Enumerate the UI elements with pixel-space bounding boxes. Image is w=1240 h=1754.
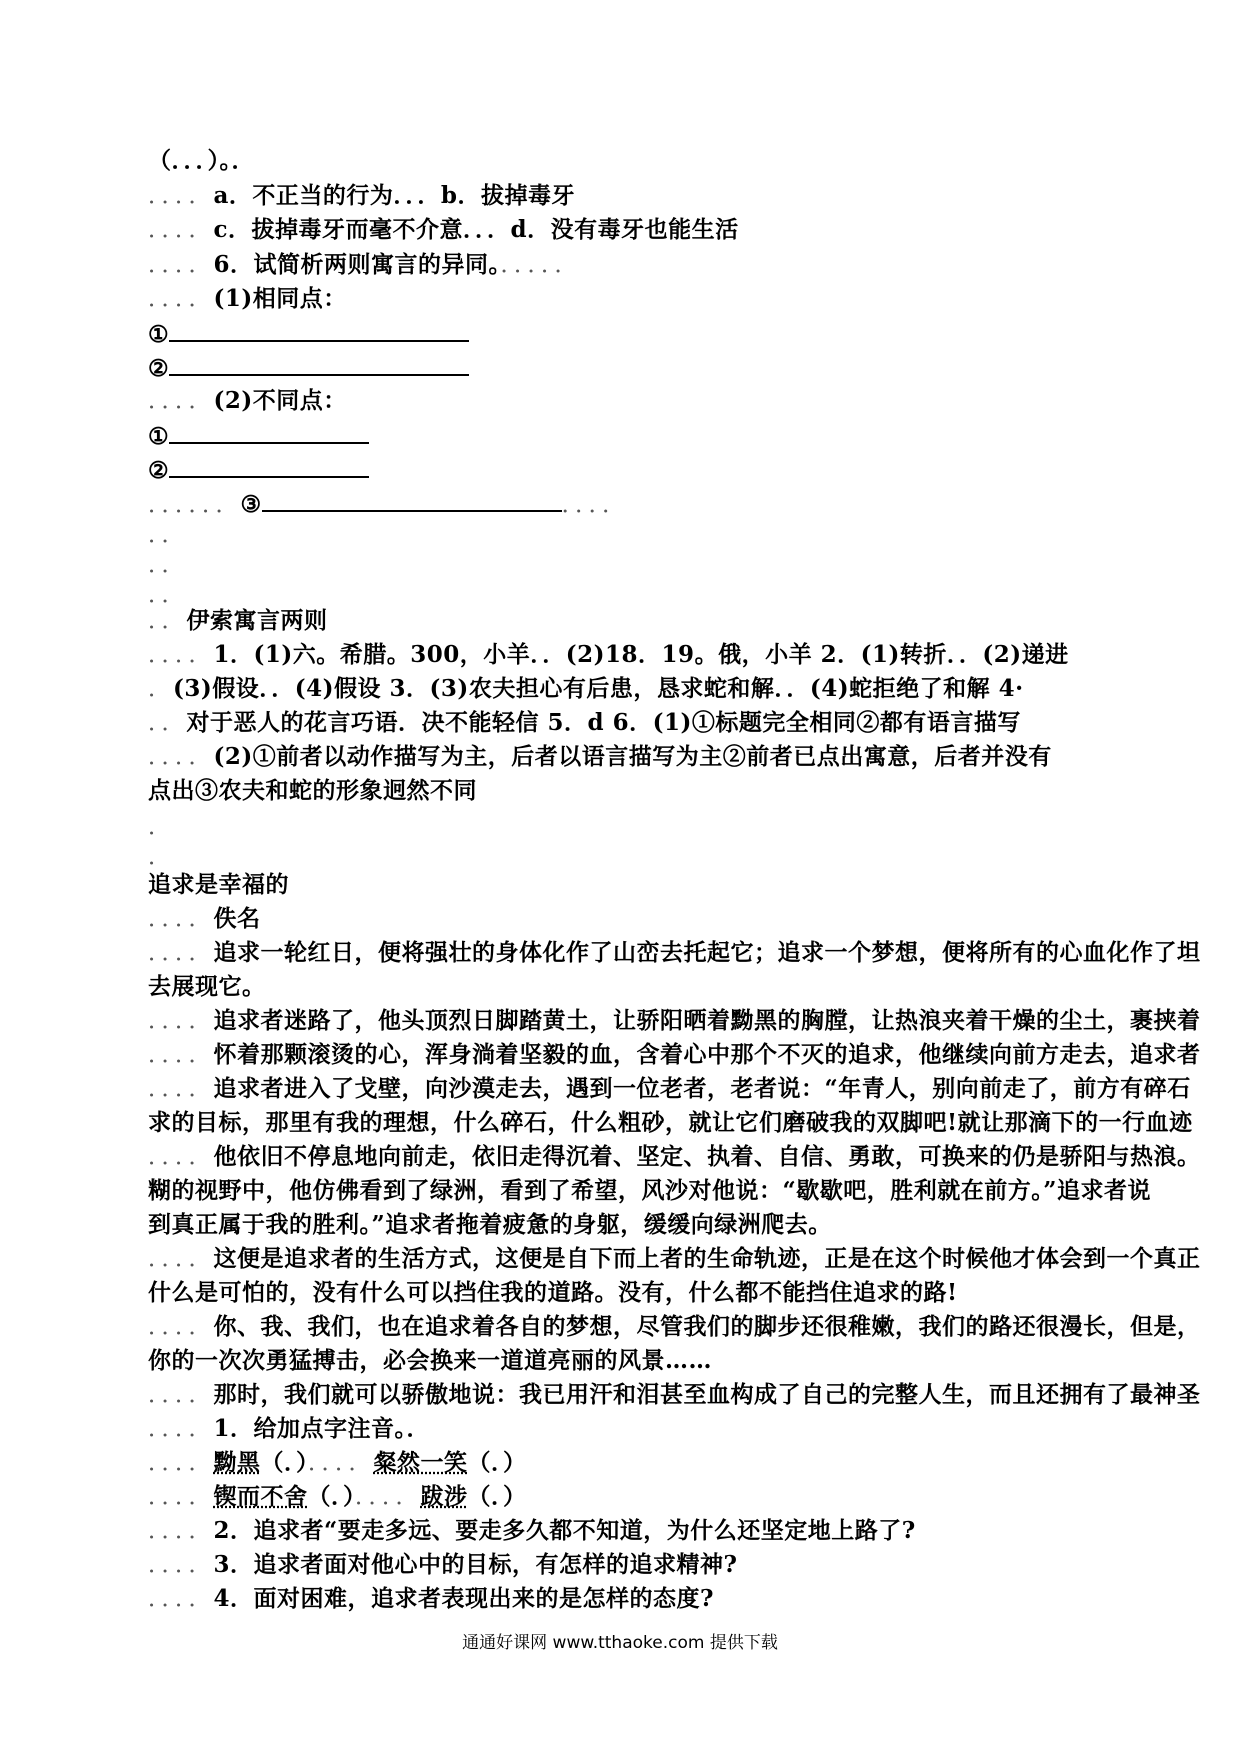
essay-line: 去展现它。: [148, 973, 266, 1000]
essay-line: ．．．．你、我、我们，也在追求着各自的梦想，尽管我们的脚步还很稚嫩，我们的路还很漫长，但是，: [148, 1313, 1201, 1340]
essay-title: 追求是幸福的: [148, 871, 289, 898]
answer-line-1: ．．．．1．(1)六。希腊。300，小羊．．(2)18．19。俄，小羊 2．(1)转折．．(2)递进: [148, 641, 1069, 668]
answer-line-3: ．．对于恶人的花言巧语．决不能轻信 5．d 6．(1)①标题完全相同②都有语言描写: [148, 709, 1021, 736]
spacer-dots: ．: [148, 814, 173, 840]
spacer-dots: ．．: [148, 522, 187, 548]
pinyin-blank[interactable]: （．）: [467, 1449, 527, 1476]
answer-line-5: 点出③农夫和蛇的形象迥然不同: [148, 777, 477, 804]
essay-author: ．．．．佚名: [148, 905, 261, 932]
essay-line: ．．．．追求者迷路了，他头顶烈日脚踏黄土，让骄阳晒着黝黑的胸膛，让热浪夹着干燥的尘土，裹挟着: [148, 1007, 1201, 1034]
choice-line-ab: ．．．．a．不正当的行为．．．b．拔掉毒牙: [148, 182, 575, 209]
question-1-items-a: ．．．．黝黑（．）．．．．粲然一笑（．）: [148, 1449, 527, 1476]
difference-blank-2: ②: [148, 454, 369, 486]
pinyin-blank[interactable]: （．）: [467, 1483, 527, 1510]
answer-blank[interactable]: [169, 318, 469, 342]
pinyin-blank[interactable]: （．）: [260, 1449, 308, 1476]
essay-line: 求的目标，那里有我的理想，什么碎石，什么粗砂，就让它们磨破我的双脚吧!就让那滴下的一行血迹: [148, 1109, 1193, 1136]
answer-blank[interactable]: [262, 488, 562, 512]
question-1: ．．．．1．给加点字注音。．: [148, 1415, 431, 1442]
spacer-dots: ．．: [148, 582, 187, 608]
difference-blank-1: ①: [148, 420, 369, 452]
choice-line-cd: ．．．．c．拔掉毒牙而毫不介意．．．d．没有毒牙也能生活: [148, 216, 739, 243]
answer-line-2: ．(3)假设．．(4)假设 3．(3)农夫担心有后患，恳求蛇和解．．(4)蛇拒绝了和解 4·: [148, 675, 1024, 702]
question-3: ．．．．3．追求者面对他心中的目标，有怎样的追求精神?: [148, 1551, 738, 1578]
spacer-dots: ．．: [148, 552, 187, 578]
similarity-blank-2: ②: [148, 352, 469, 384]
answers-title: ．．伊索寓言两则: [148, 607, 328, 634]
essay-line: ．．．．追求一轮红日，便将强壮的身体化作了山峦去托起它；追求一个梦想，便将所有的心血化作了坦: [148, 939, 1201, 966]
differences-label: ．．．．(2)不同点：: [148, 387, 347, 414]
question-1-items-b: ．．．．锲而不舍（．）．．．．跋涉（．）: [148, 1483, 527, 1510]
essay-line: 什么是可怕的，没有什么可以挡住我的道路。没有，什么都不能挡住追求的路!: [148, 1279, 958, 1306]
essay-line: ．．．．他依旧不停息地向前走，依旧走得沉着、坚定、执着、自信、勇敢，可换来的仍是骄阳与热浪。: [148, 1143, 1201, 1170]
essay-line: ．．．．追求者进入了戈壁，向沙漠走去，遇到一位老者，老者说：“年青人，别向前走了，前方有碎石: [148, 1075, 1191, 1102]
answer-blank[interactable]: [169, 352, 469, 376]
essay-line: 糊的视野中，他仿佛看到了绿洲，看到了希望，风沙对他说：“歇歇吧，胜利就在前方。”追求者说: [148, 1177, 1151, 1204]
answer-blank[interactable]: [169, 420, 369, 444]
answer-line-4: ．．．．(2)①前者以动作描写为主，后者以语言描写为主②前者已点出寓意，后者并没有: [148, 743, 1052, 770]
difference-blank-3: ．．．．．．③ ．．．．: [148, 488, 627, 520]
question-4: ．．．．4．面对困难，追求者表现出来的是怎样的态度?: [148, 1585, 714, 1612]
pinyin-blank[interactable]: （．）: [307, 1483, 355, 1510]
essay-line: 到真正属于我的胜利。”追求者拖着疲惫的身躯，缓缓向绿洲爬去。: [148, 1211, 832, 1238]
spacer-dots: ．: [148, 844, 173, 870]
essay-line: ．．．．那时，我们就可以骄傲地说：我已用汗和泪甚至血构成了自己的完整人生，而且还拥有了最神圣: [148, 1381, 1201, 1408]
essay-line: ．．．．怀着那颗滚烫的心，浑身淌着坚毅的血，含着心中那个不灭的追求，他继续向前方走去，追求者: [148, 1041, 1201, 1068]
question-6: ．．．．6．试简析两则寓言的异同。．．．．．: [148, 251, 580, 278]
answer-blank[interactable]: [169, 454, 369, 478]
essay-line: ．．．．这便是追求者的生活方式，这便是自下而上者的生命轨迹，正是在这个时候他才体会到一个真正: [148, 1245, 1201, 1272]
essay-line: 你的一次次勇猛搏击，必会换来一道道亮丽的风景……: [148, 1347, 712, 1374]
similarities-label: ．．．．(1)相同点：: [148, 285, 347, 312]
question-choice-stem: （．．．）。．: [148, 147, 255, 174]
similarity-blank-1: ①: [148, 318, 469, 350]
footer-credit: 通通好课网 www.tthaoke.com 提供下载: [462, 1633, 778, 1653]
question-2: ．．．．2．追求者“要走多远、要走多久都不知道，为什么还坚定地上路了?: [148, 1517, 916, 1544]
